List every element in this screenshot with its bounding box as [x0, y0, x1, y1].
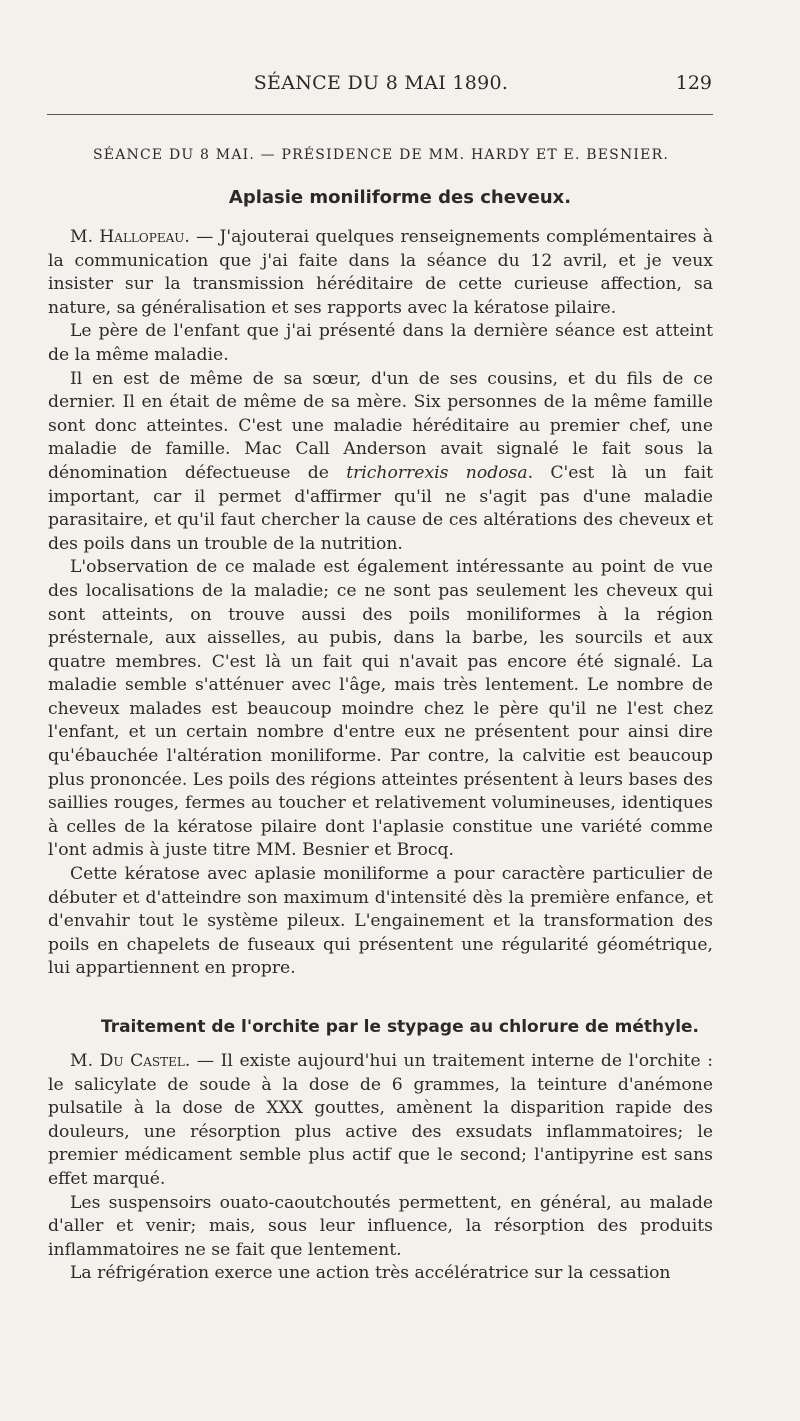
- section-body-aplasie: [48, 226, 713, 981]
- paragraph: Les suspensoirs ouato-caoutchoutés permettent, en général, au malade d'aller et venir; mais, sous leur influence, la résorption des produits inflammatoires ne se fait que lentement.: [48, 1192, 713, 1260]
- speaker-name: M. Hallopeau.: [70, 227, 190, 247]
- paragraph: [48, 368, 713, 557]
- paragraph: [48, 226, 713, 320]
- paragraph-text: — Il existe aujourd'hui un traitement interne de l'orchite : le salicylate de soude à la dose de 6 grammes, la teinture d'anémone pulsatile à la dose de XXX gouttes, amènent la disparition rapide des douleurs, une résorption plus active des exsudats inflammatoires; le premier médicament semble plus actif que le second; l'antipyrine est sans effet marqué.: [48, 1051, 713, 1189]
- session-line: SÉANCE DU 8 MAI. — PRÉSIDENCE DE MM. HARDY ET E. BESNIER.: [93, 147, 669, 163]
- paragraph: La réfrigération exerce une action très accélératrice sur la cessation: [70, 1263, 671, 1284]
- paragraph-text: — J'ajouterai quelques renseignements complémentaires à la communication que j'ai faite dans la séance du 12 avril, et je veux insister sur la transmission héréditaire de cette curieuse affection, sa nature, sa généralisation et ses rapports avec la kératose pilaire.: [48, 227, 713, 318]
- paragraph: L'observation de ce malade est également intéressante au point de vue des localisations de la maladie; ce ne sont pas seulement les cheveux qui sont atteints, on trouve aussi des poils moniliformes à la région présternale, aux aisselles, au pubis, dans la barbe, les sourcils et aux quatre membres. C'est là un fait qui n'avait pas encore été signalé. La maladie semble s'atténuer avec l'âge, mais très lentement. Le nombre de cheveux malades est beaucoup moindre chez le père qu'il ne l'est chez l'enfant, et un certain nombre d'entre eux ne présentent pour ainsi dire qu'ébauchée l'altération moniliforme. Par contre, la calvitie est beaucoup plus prononcée. Les poils des régions atteintes présentent à leurs bases des saillies rouges, fermes au toucher et relativement volumineuses, identiques à celles de la kératose pilaire dont l'aplasie constitue une variété comme l'ont admis à juste titre MM. Besnier et Brocq.: [48, 557, 713, 861]
- paragraph-text: Il en est de même de sa sœur, d'un de ses cousins, et du fils de ce dernier. Il en était de même de sa mère. Six personnes de la même famille sont donc atteintes. C'est une maladie héréditaire au premier chef, une maladie de famille. Mac Call Anderson avait signalé le fait sous la dénomination défectueuse de: [48, 368, 713, 483]
- paragraph: Cette kératose avec aplasie moniliforme a pour caractère particulier de débuter et d'atteindre son maximum d'intensité dès la première enfance, et d'envahir tout le système pileux. L'engainement et la transformation des poils en chapelets de fuseaux qui présentent une régularité géométrique, lui appartiennent en propre.: [48, 864, 713, 979]
- section-title-aplasie: Aplasie moniliforme des cheveux.: [228, 187, 572, 208]
- running-head: [50, 72, 712, 100]
- running-title: SÉANCE DU 8 MAI 1890.: [253, 72, 509, 94]
- paragraph: Le père de l'enfant que j'ai présenté dans la dernière séance est atteint de la même maladie.: [48, 321, 713, 365]
- header-rule: [47, 114, 713, 115]
- paragraph: [48, 1050, 713, 1192]
- section-title-orchite: Traitement de l'orchite par le stypage au chlorure de méthyle.: [100, 1017, 700, 1037]
- section-body-orchite: [48, 1050, 713, 1286]
- paragraph-text: . C'est là un fait important, car il permet d'affirmer qu'il ne s'agit pas d'une maladie parasitaire, et qu'il faut chercher la cause de ces altérations des cheveux et des poils dans un trouble de la nutrition.: [48, 462, 714, 554]
- italic-term: trichorrexis nodosa: [346, 462, 528, 483]
- page-number: 129: [675, 72, 712, 94]
- speaker-name: M. Du Castel.: [70, 1051, 191, 1071]
